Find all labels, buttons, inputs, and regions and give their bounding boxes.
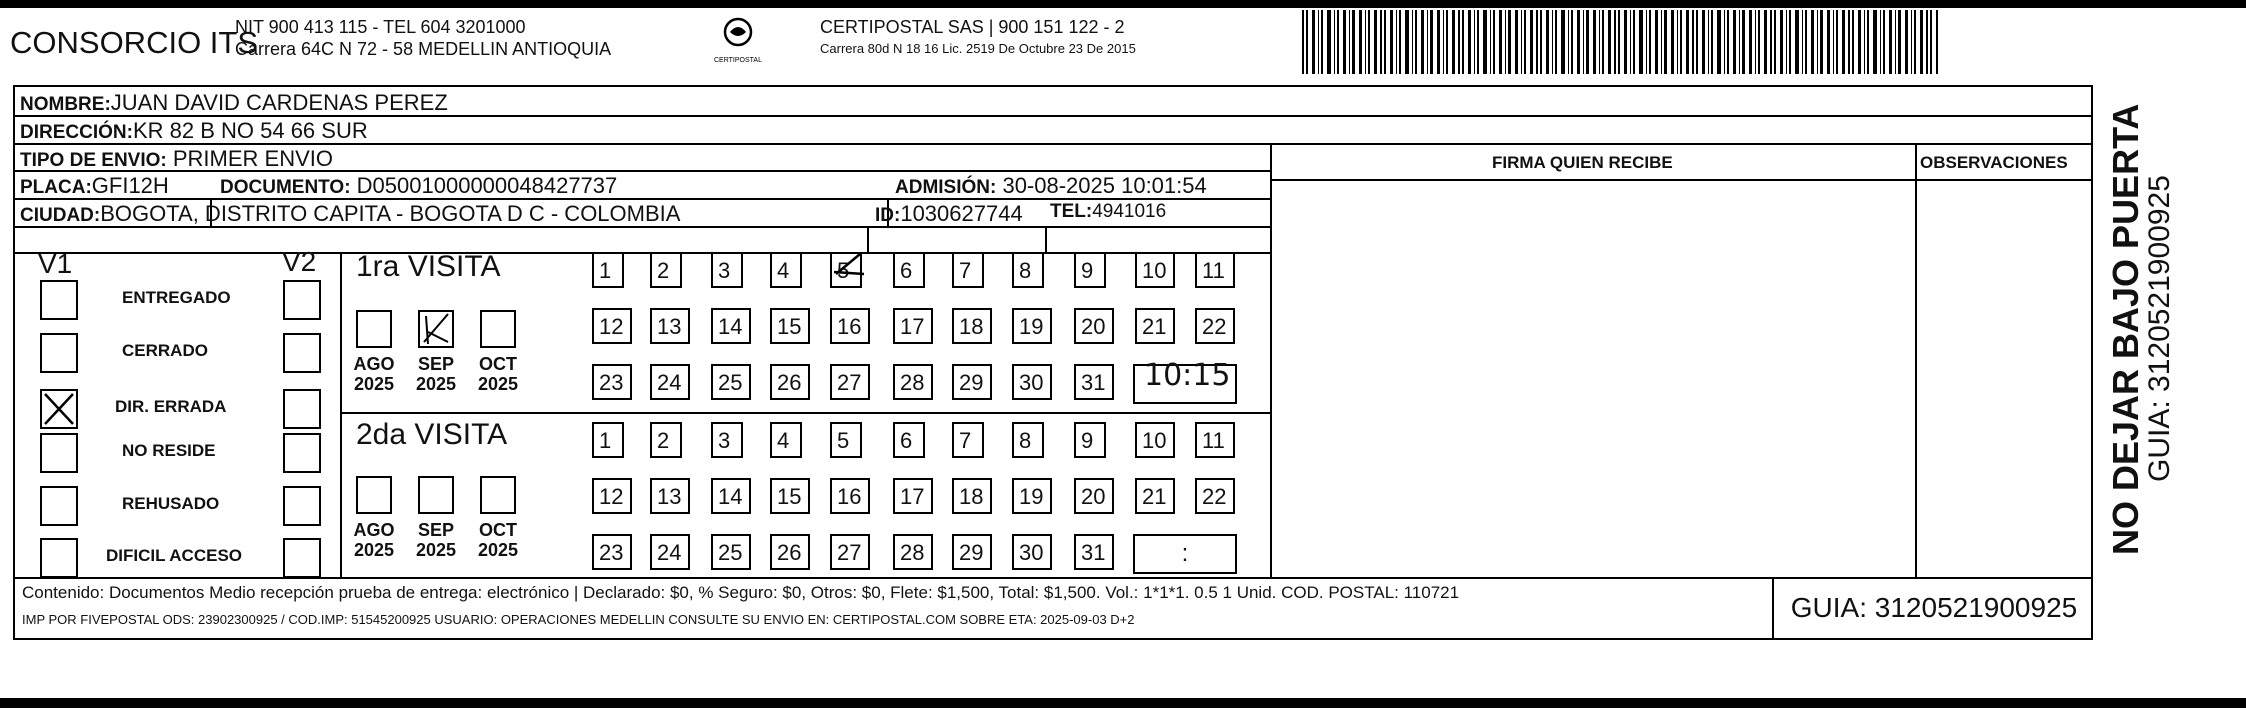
barcode-bar bbox=[1664, 10, 1667, 74]
v1-checkbox[interactable] bbox=[40, 433, 78, 473]
barcode-bar bbox=[1571, 10, 1573, 74]
barcode-bar bbox=[1680, 10, 1682, 74]
status-label: ENTREGADO bbox=[122, 288, 231, 307]
barcode-bar bbox=[1742, 10, 1745, 74]
barcode-bar bbox=[1546, 10, 1549, 74]
city-field: CIUDAD:BOGOTA, DISTRITO CAPITA - BOGOTA D C - COLOMBIA bbox=[20, 201, 681, 226]
barcode-bar bbox=[1477, 10, 1479, 74]
barcode-bar bbox=[1883, 10, 1885, 74]
barcode-bar bbox=[1624, 10, 1627, 74]
barcode-bar bbox=[1405, 10, 1409, 74]
barcode-bar bbox=[1708, 10, 1709, 74]
day-box[interactable]: 9 bbox=[1074, 422, 1106, 458]
day-box[interactable]: 19 bbox=[1012, 308, 1052, 344]
day-box[interactable]: 8 bbox=[1012, 252, 1044, 288]
day-box[interactable]: 3 bbox=[711, 422, 743, 458]
barcode-bar bbox=[1889, 10, 1892, 74]
day-box[interactable]: 22 bbox=[1195, 308, 1235, 344]
barcode-bar bbox=[1359, 10, 1362, 74]
barcode bbox=[1302, 10, 1940, 74]
barcode-bar bbox=[1321, 10, 1323, 74]
day-box[interactable]: 8 bbox=[1012, 422, 1044, 458]
day-box[interactable]: 24 bbox=[650, 364, 690, 400]
barcode-bar bbox=[1702, 10, 1705, 74]
day-box[interactable]: 11 bbox=[1195, 422, 1235, 458]
barcode-bar bbox=[1836, 10, 1838, 74]
day-box[interactable]: 6 bbox=[893, 422, 925, 458]
document-value: D05001000000048427737 bbox=[356, 173, 618, 198]
day-box[interactable]: 21 bbox=[1135, 478, 1175, 514]
v1-checkbox[interactable] bbox=[40, 389, 78, 429]
barcode-bar bbox=[1686, 10, 1689, 74]
barcode-bar bbox=[1895, 10, 1896, 74]
plate-value: GFI12H bbox=[91, 173, 169, 198]
barcode-bar bbox=[1602, 10, 1604, 74]
tel-field: TEL:4941016 bbox=[1050, 201, 1167, 222]
barcode-bar bbox=[1399, 10, 1401, 74]
day-box[interactable]: 14 bbox=[711, 308, 751, 344]
barcode-bar bbox=[1368, 10, 1370, 74]
company-info bbox=[235, 16, 611, 60]
barcode-bar bbox=[1770, 10, 1772, 74]
first-visit-title: 1ra VISITA bbox=[356, 250, 501, 283]
day-box[interactable]: 23 bbox=[592, 534, 632, 570]
day-box[interactable]: 15 bbox=[770, 478, 810, 514]
day-box[interactable]: 31 bbox=[1074, 364, 1114, 400]
company-nit: NIT 900 413 115 - TEL 604 3201000 bbox=[235, 17, 526, 37]
month-label: OCT 2025 bbox=[477, 354, 519, 394]
day-box[interactable]: 15 bbox=[770, 308, 810, 344]
barcode-bar bbox=[1390, 10, 1393, 74]
barcode-bar bbox=[1898, 10, 1901, 74]
barcode-bar bbox=[1873, 10, 1877, 74]
day-box[interactable]: 12 bbox=[592, 308, 632, 344]
barcode-bar bbox=[1614, 10, 1616, 74]
barcode-bar bbox=[1343, 10, 1346, 74]
barcode-bar bbox=[1540, 10, 1542, 74]
barcode-bar bbox=[1337, 10, 1339, 74]
barcode-bar bbox=[1384, 10, 1386, 74]
day-box[interactable]: 4 bbox=[770, 252, 802, 288]
barcode-bar bbox=[1524, 10, 1526, 74]
day-box[interactable]: 25 bbox=[711, 364, 751, 400]
day-box[interactable]: 31 bbox=[1074, 534, 1114, 570]
barcode-bar bbox=[1374, 10, 1377, 74]
month-label: SEP 2025 bbox=[415, 354, 457, 394]
document-field: DOCUMENTO: D05001000000048427737 bbox=[220, 173, 618, 198]
barcode-bar bbox=[1649, 10, 1651, 74]
barcode-bar bbox=[1630, 10, 1631, 74]
barcode-bar bbox=[1692, 10, 1694, 74]
v2-checkbox[interactable] bbox=[283, 280, 321, 320]
month-label: AGO 2025 bbox=[353, 520, 395, 560]
admission-field: ADMISIÓN: 30-08-2025 10:01:54 bbox=[895, 173, 1207, 198]
barcode-bar bbox=[1302, 10, 1304, 74]
barcode-bar bbox=[1848, 10, 1850, 74]
barcode-bar bbox=[1490, 10, 1491, 74]
handwritten-time: 10:15 bbox=[1144, 358, 1231, 393]
barcode-bar bbox=[1671, 10, 1674, 74]
day-box[interactable]: 1 bbox=[592, 422, 624, 458]
barcode-bar bbox=[1352, 10, 1355, 74]
month-checkbox[interactable] bbox=[418, 476, 454, 514]
barcode-bar bbox=[1515, 10, 1518, 74]
side-warning: NO DEJAR BAJO PUERTA bbox=[2105, 103, 2146, 555]
v1-checkbox[interactable] bbox=[40, 538, 78, 578]
day-box[interactable]: 22 bbox=[1195, 478, 1235, 514]
day-box[interactable]: 11 bbox=[1195, 252, 1235, 288]
v1-checkbox[interactable] bbox=[40, 486, 78, 526]
month-checkbox[interactable] bbox=[356, 476, 392, 514]
barcode-bar bbox=[1327, 10, 1331, 74]
barcode-bar bbox=[1696, 10, 1698, 74]
barcode-bar bbox=[1608, 10, 1611, 74]
day-box[interactable]: 1 bbox=[592, 252, 624, 288]
certipostal-logo bbox=[703, 12, 773, 70]
carrier-line: CERTIPOSTAL SAS | 900 151 122 - 2 bbox=[820, 17, 1125, 37]
barcode-bar bbox=[1817, 10, 1818, 74]
v2-label: V2 bbox=[282, 246, 317, 277]
barcode-bar bbox=[1593, 10, 1596, 74]
barcode-bar bbox=[1930, 10, 1932, 74]
month-label: AGO 2025 bbox=[353, 354, 395, 394]
tel-value: 4941016 bbox=[1092, 201, 1167, 222]
company-address: Carrera 64C N 72 - 58 MEDELLIN ANTIOQUIA bbox=[235, 39, 612, 59]
day-box[interactable]: 26 bbox=[770, 364, 810, 400]
status-label: NO RESIDE bbox=[122, 441, 216, 460]
address-field: DIRECCIÓN:KR 82 B NO 54 66 SUR bbox=[20, 118, 368, 143]
barcode-bar bbox=[1483, 10, 1487, 74]
barcode-bar bbox=[1639, 10, 1643, 74]
barcode-bar bbox=[1437, 10, 1440, 74]
day-box[interactable]: 16 bbox=[830, 478, 870, 514]
barcode-bar bbox=[1739, 10, 1740, 74]
barcode-bar bbox=[1727, 10, 1729, 74]
barcode-bar bbox=[1852, 10, 1854, 74]
barcode-bar bbox=[1880, 10, 1881, 74]
day-box[interactable]: 27 bbox=[830, 534, 870, 570]
day-box[interactable]: 18 bbox=[952, 478, 992, 514]
barcode-bar bbox=[1462, 10, 1464, 74]
barcode-bar bbox=[1827, 10, 1830, 74]
month-label: SEP 2025 bbox=[415, 520, 457, 560]
barcode-bar bbox=[1646, 10, 1647, 74]
day-box[interactable]: 17 bbox=[893, 308, 933, 344]
carrier-address: Carrera 80d N 18 16 Lic. 2519 De Octubre 23 De 2015 bbox=[820, 41, 1136, 56]
month-checkbox[interactable] bbox=[480, 310, 516, 348]
barcode-bar bbox=[1499, 10, 1502, 74]
barcode-bar bbox=[1867, 10, 1869, 74]
day-box[interactable]: 29 bbox=[952, 534, 992, 570]
barcode-bar bbox=[1586, 10, 1589, 74]
status-label: DIR. ERRADA bbox=[115, 397, 227, 416]
barcode-bar bbox=[1926, 10, 1928, 74]
barcode-bar bbox=[1521, 10, 1522, 74]
barcode-bar bbox=[1312, 10, 1315, 74]
barcode-bar bbox=[1786, 10, 1787, 74]
day-box[interactable]: 19 bbox=[1012, 478, 1052, 514]
barcode-bar bbox=[1380, 10, 1382, 74]
send-type-field: TIPO DE ENVIO: PRIMER ENVIO bbox=[20, 146, 334, 171]
day-box[interactable]: 14 bbox=[711, 478, 751, 514]
barcode-bar bbox=[1396, 10, 1397, 74]
barcode-bar bbox=[1733, 10, 1736, 74]
address-value: KR 82 B NO 54 66 SUR bbox=[132, 118, 368, 143]
name-value: JUAN DAVID CARDENAS PEREZ bbox=[110, 90, 448, 115]
day-box[interactable]: 3 bbox=[711, 252, 743, 288]
day-box[interactable]: 13 bbox=[650, 308, 690, 344]
day-box[interactable]: 25 bbox=[711, 534, 751, 570]
barcode-bar bbox=[1508, 10, 1511, 74]
guia-number: GUIA: 3120521900925 bbox=[1772, 578, 2094, 638]
day-box[interactable]: 20 bbox=[1074, 478, 1114, 514]
barcode-bar bbox=[1555, 10, 1557, 74]
barcode-bar bbox=[1920, 10, 1923, 74]
barcode-bar bbox=[1805, 10, 1807, 74]
status-label: REHUSADO bbox=[122, 494, 220, 513]
day-box[interactable]: 5 bbox=[830, 422, 862, 458]
barcode-bar bbox=[1802, 10, 1803, 74]
barcode-bar bbox=[1717, 10, 1721, 74]
status-label: CERRADO bbox=[122, 341, 208, 360]
barcode-bar bbox=[1599, 10, 1600, 74]
barcode-bar bbox=[1774, 10, 1776, 74]
svg-text:CERTIPOSTAL: CERTIPOSTAL bbox=[714, 57, 762, 64]
barcode-bar bbox=[1577, 10, 1580, 74]
barcode-bar bbox=[1864, 10, 1865, 74]
month-checkbox[interactable] bbox=[418, 310, 454, 348]
barcode-bar bbox=[1536, 10, 1538, 74]
barcode-bar bbox=[1421, 10, 1424, 74]
barcode-bar bbox=[1858, 10, 1861, 74]
barcode-bar bbox=[1505, 10, 1506, 74]
day-box[interactable]: 6 bbox=[893, 252, 925, 288]
barcode-bar bbox=[1936, 10, 1938, 74]
day-box[interactable]: 30 bbox=[1012, 364, 1052, 400]
barcode-bar bbox=[1306, 10, 1308, 74]
name-field: NOMBRE:JUAN DAVID CARDENAS PEREZ bbox=[20, 90, 448, 115]
day-box[interactable]: 18 bbox=[952, 308, 992, 344]
day-box[interactable]: 5 bbox=[830, 252, 862, 288]
footer-content: Contenido: Documentos Medio recepción prueba de entrega: electrónico | Declarado: $0, % Seguro: $0, Otros: $0, Flete: $1,500, Total: $1,500. Vol.: 1*1*1. 0.5 1 Unid. COD. POSTAL: 110721 bbox=[22, 583, 1460, 602]
barcode-bar bbox=[1568, 10, 1569, 74]
send-type-value: PRIMER ENVIO bbox=[172, 146, 334, 171]
id-value: 1030627744 bbox=[900, 201, 1023, 226]
day-box[interactable]: 29 bbox=[952, 364, 992, 400]
day-box[interactable]: 28 bbox=[893, 364, 933, 400]
day-box[interactable]: 4 bbox=[770, 422, 802, 458]
barcode-bar bbox=[1493, 10, 1495, 74]
day-box[interactable]: 2 bbox=[650, 252, 682, 288]
barcode-bar bbox=[1452, 10, 1455, 74]
barcode-bar bbox=[1711, 10, 1713, 74]
barcode-bar bbox=[1552, 10, 1553, 74]
side-guia: GUIA: 3120521900925 bbox=[2143, 175, 2176, 482]
barcode-bar bbox=[1820, 10, 1823, 74]
month-checkbox[interactable] bbox=[480, 476, 516, 514]
month-checkbox[interactable] bbox=[356, 310, 392, 348]
barcode-bar bbox=[1365, 10, 1366, 74]
barcode-bar bbox=[1633, 10, 1635, 74]
barcode-bar bbox=[1749, 10, 1752, 74]
day-box[interactable]: 28 bbox=[893, 534, 933, 570]
barcode-bar bbox=[1833, 10, 1834, 74]
barcode-bar bbox=[1905, 10, 1908, 74]
barcode-bar bbox=[1911, 10, 1912, 74]
barcode-bar bbox=[1755, 10, 1756, 74]
day-box[interactable]: 12 bbox=[592, 478, 632, 514]
city-value: BOGOTA, DISTRITO CAPITA - BOGOTA D C - COLOMBIA bbox=[100, 201, 681, 226]
bottom-border bbox=[0, 698, 2246, 708]
day-box[interactable]: 13 bbox=[650, 478, 690, 514]
barcode-bar bbox=[1468, 10, 1471, 74]
barcode-bar bbox=[1430, 10, 1433, 74]
v2-checkbox[interactable] bbox=[283, 333, 321, 373]
barcode-bar bbox=[1415, 10, 1417, 74]
second-visit-title: 2da VISITA bbox=[356, 418, 508, 451]
day-box[interactable]: 21 bbox=[1135, 308, 1175, 344]
day-box[interactable]: 10 bbox=[1135, 422, 1175, 458]
day-box[interactable]: 17 bbox=[893, 478, 933, 514]
barcode-bar bbox=[1780, 10, 1783, 74]
top-border bbox=[0, 0, 2246, 8]
id-field: ID:1030627744 bbox=[875, 201, 1023, 226]
barcode-bar bbox=[1811, 10, 1814, 74]
barcode-bar bbox=[1914, 10, 1916, 74]
observations-label: OBSERVACIONES bbox=[1920, 153, 2068, 172]
barcode-bar bbox=[1427, 10, 1428, 74]
barcode-bar bbox=[1789, 10, 1791, 74]
barcode-bar bbox=[1334, 10, 1335, 74]
signature-label: FIRMA QUIEN RECIBE bbox=[1492, 153, 1673, 172]
barcode-bar bbox=[1349, 10, 1350, 74]
day-box[interactable]: 9 bbox=[1074, 252, 1106, 288]
barcode-bar bbox=[1474, 10, 1475, 74]
barcode-bar bbox=[1661, 10, 1662, 74]
barcode-bar bbox=[1583, 10, 1584, 74]
v2-checkbox[interactable] bbox=[283, 389, 321, 429]
barcode-bar bbox=[1795, 10, 1799, 74]
day-box[interactable]: 27 bbox=[830, 364, 870, 400]
v2-checkbox[interactable] bbox=[283, 433, 321, 473]
barcode-bar bbox=[1446, 10, 1448, 74]
barcode-bar bbox=[1561, 10, 1565, 74]
barcode-bar bbox=[1443, 10, 1444, 74]
plate-field: PLACA:GFI12H bbox=[20, 173, 169, 198]
barcode-bar bbox=[1618, 10, 1620, 74]
day-box[interactable]: 24 bbox=[650, 534, 690, 570]
day-box[interactable]: 26 bbox=[770, 534, 810, 570]
v1-checkbox[interactable] bbox=[40, 333, 78, 373]
v2-checkbox[interactable] bbox=[283, 486, 321, 526]
carrier-info bbox=[820, 16, 1136, 60]
v1-label: V1 bbox=[38, 248, 73, 279]
barcode-bar bbox=[1412, 10, 1413, 74]
status-label: DIFICIL ACCESO bbox=[106, 546, 243, 565]
day-box[interactable]: 20 bbox=[1074, 308, 1114, 344]
time-box[interactable]: : bbox=[1133, 534, 1237, 574]
company-name: CONSORCIO ITS bbox=[10, 25, 259, 60]
admission-value: 30-08-2025 10:01:54 bbox=[1002, 173, 1207, 198]
v1-checkbox[interactable] bbox=[40, 280, 78, 320]
day-box[interactable]: 30 bbox=[1012, 534, 1052, 570]
barcode-bar bbox=[1677, 10, 1678, 74]
day-box[interactable]: 7 bbox=[952, 422, 984, 458]
day-box[interactable]: 10 bbox=[1135, 252, 1175, 288]
day-box[interactable]: 16 bbox=[830, 308, 870, 344]
day-box[interactable]: 7 bbox=[952, 252, 984, 288]
barcode-bar bbox=[1842, 10, 1845, 74]
barcode-bar bbox=[1764, 10, 1767, 74]
barcode-bar bbox=[1758, 10, 1760, 74]
day-box[interactable]: 2 bbox=[650, 422, 682, 458]
footer-print-info: IMP POR FIVEPOSTAL ODS: 23902300925 / COD.IMP: 51545200925 USUARIO: OPERACIONES MEDELLIN CONSULTE SU ENVIO EN: CERTIPOSTAL.COM SOBRE ETA: 2025-09-03 D+2 bbox=[22, 612, 1135, 627]
barcode-bar bbox=[1458, 10, 1460, 74]
day-box[interactable]: 23 bbox=[592, 364, 632, 400]
month-label: OCT 2025 bbox=[477, 520, 519, 560]
barcode-bar bbox=[1724, 10, 1725, 74]
barcode-bar bbox=[1530, 10, 1533, 74]
barcode-bar bbox=[1318, 10, 1319, 74]
barcode-bar bbox=[1655, 10, 1658, 74]
v2-checkbox[interactable] bbox=[283, 538, 321, 578]
